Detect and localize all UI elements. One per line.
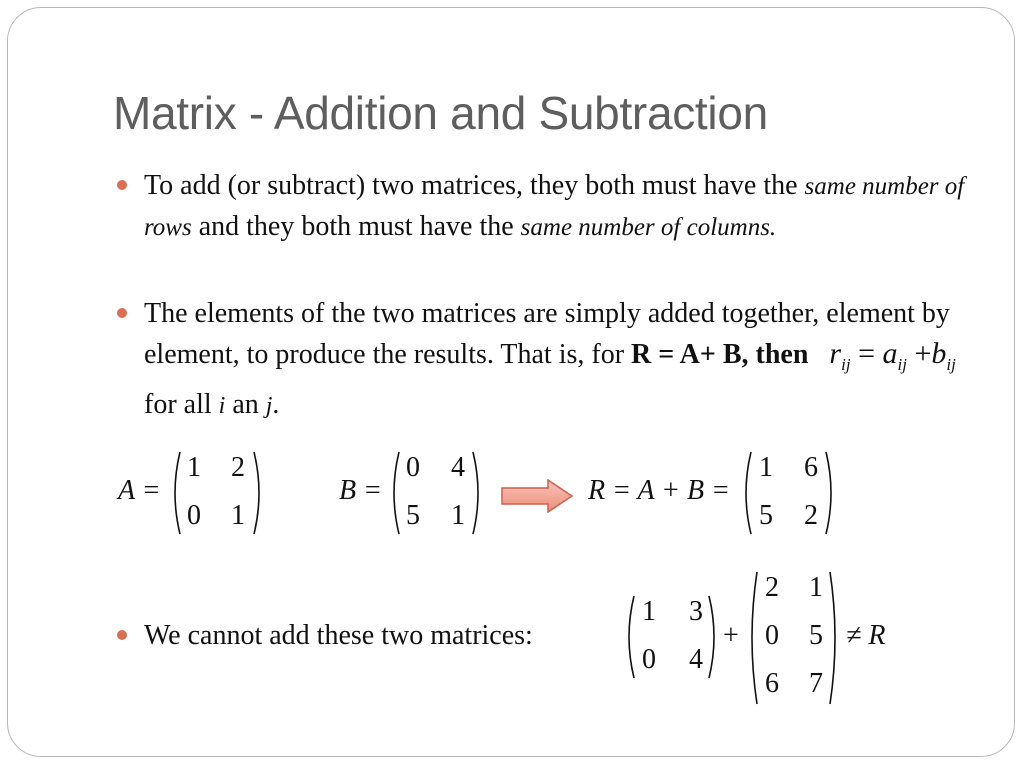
matrix-b-cell: 4 — [451, 452, 465, 483]
matrix-m2-right-paren — [828, 570, 840, 706]
bullet-1-part-1: To add (or subtract) two matrices, they both must have the — [144, 170, 805, 201]
matrix-b-label: B = — [339, 475, 382, 506]
formula-plus: + — [914, 337, 932, 370]
bullet-2-part-1: The elements of the two matrices are simply added together, element by element, to produce the results. That is, for — [144, 298, 950, 370]
matrix-a-cell: 1 — [231, 500, 245, 531]
bullet-2-formula — [829, 334, 955, 385]
slide-title: Matrix - Addition and Subtraction — [113, 87, 768, 139]
matrix-a-right-paren — [252, 450, 264, 536]
bullet-dot — [117, 180, 127, 190]
matrix-b-left-paren — [389, 450, 401, 536]
bullet-2-j: j — [265, 393, 273, 419]
matrix-m2-cell: 6 — [765, 668, 779, 699]
formula-sub-1: ij — [841, 355, 851, 374]
matrix-r-cell: 2 — [804, 500, 818, 531]
matrix-r-label: R = A + B = — [588, 475, 730, 506]
matrix-m1-cell: 4 — [689, 644, 703, 675]
not-equal-r: ≠ R — [846, 620, 886, 651]
matrix-m2-cell: 5 — [809, 620, 823, 651]
matrix-m1-cell: 1 — [642, 596, 656, 627]
formula-sub-3: ij — [946, 355, 956, 374]
bullet-1-italic-columns: same number of columns. — [520, 214, 777, 241]
formula-a: a — [882, 337, 898, 370]
matrix-r-cell: 6 — [804, 452, 818, 483]
matrix-a-cell: 1 — [187, 452, 201, 483]
matrix-b-right-paren — [471, 450, 483, 536]
matrix-r-cell: 5 — [759, 500, 773, 531]
plus-sign: + — [723, 620, 739, 651]
matrix-m1-right-paren — [707, 594, 719, 680]
formula-b: b — [931, 337, 947, 370]
matrix-a-cell: 2 — [231, 452, 245, 483]
matrix-a-cell: 0 — [187, 500, 201, 531]
bullet-2-bold: R = A+ B, then — [631, 339, 809, 370]
matrix-m1-cell: 0 — [642, 644, 656, 675]
matrix-m1-cell: 3 — [689, 596, 703, 627]
matrix-m1-left-paren — [624, 594, 636, 680]
bullet-dot — [117, 308, 127, 318]
bullet-dot — [117, 630, 127, 640]
matrix-r-left-paren — [741, 450, 753, 536]
bullet-1-part-3: and they both must have the — [191, 211, 521, 242]
matrix-b-cell: 1 — [451, 500, 465, 531]
matrix-m2-cell: 0 — [765, 620, 779, 651]
bullet-2-part-3: for all — [144, 389, 219, 420]
matrix-a-left-paren — [170, 450, 182, 536]
bullet-1-italic-rows: same number of rows — [144, 173, 965, 241]
matrix-a-label: A = — [118, 475, 161, 506]
bullet-2-i: i — [218, 393, 226, 419]
bullet-2-part-5: . — [272, 389, 280, 420]
matrix-b-cell: 5 — [406, 500, 420, 531]
matrix-m2-left-paren — [747, 570, 759, 706]
bullet-2-text — [144, 294, 974, 426]
formula-r: r — [829, 337, 842, 370]
matrix-r-right-paren — [824, 450, 836, 536]
bullet-1-text — [144, 166, 974, 248]
bullet-2-part-4: an — [225, 389, 266, 420]
right-arrow-icon — [500, 478, 576, 514]
matrix-b-cell: 0 — [406, 452, 420, 483]
matrix-m2-cell: 2 — [765, 572, 779, 603]
matrix-r-cell: 1 — [759, 452, 773, 483]
formula-equals: = — [858, 337, 875, 370]
bullet-3-text: We cannot add these two matrices: — [144, 620, 533, 651]
matrix-m2-cell: 7 — [809, 668, 823, 699]
formula-sub-2: ij — [897, 355, 907, 374]
matrix-m2-cell: 1 — [809, 572, 823, 603]
